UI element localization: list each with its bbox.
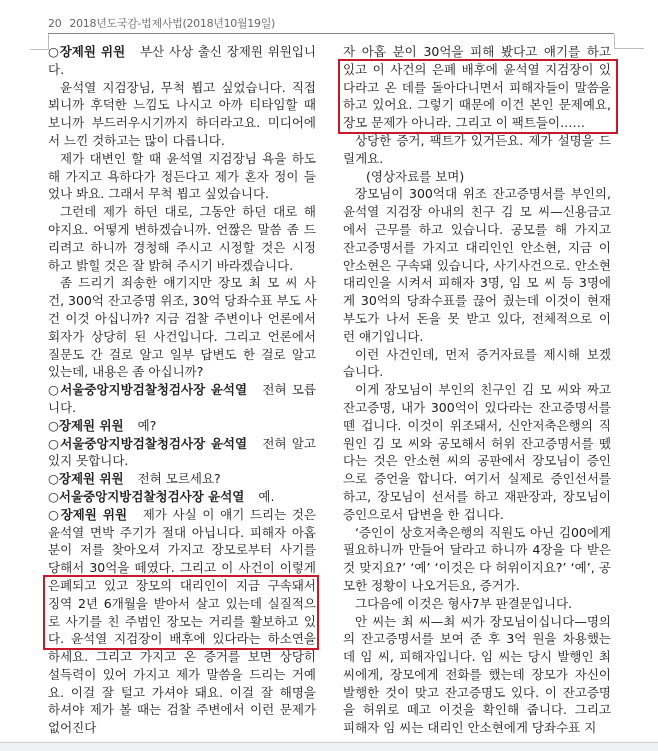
text-line [343, 239, 611, 257]
line-text: 에서 근무를 하고 있습니다. 공모를 해 가지고 [343, 221, 611, 237]
text-line [48, 203, 316, 221]
text-line [343, 168, 611, 186]
text-line [343, 221, 611, 239]
text-line [48, 648, 316, 666]
line-text: 하고, 장모님이 선서를 하고 재판장과, 장모님이 [343, 488, 611, 504]
text-line [343, 292, 611, 310]
line-text: 회자가 상당히 된 사건입니다. 그리고 언론에서 [48, 328, 316, 344]
line-text: 해 가지고 욕하다가 정든다고 제가 혼자 정이 들 [48, 168, 316, 184]
line-text: 건, 300억 잔고증명 위조, 30억 당좌수표 부도 사 [48, 293, 317, 309]
text-line [48, 96, 316, 114]
text-line [343, 719, 611, 737]
header-rule [48, 33, 614, 34]
text-line [48, 310, 316, 328]
text-line [343, 257, 611, 275]
text-line [343, 613, 611, 631]
text-line [343, 132, 611, 150]
speaker-name: ○서울중앙지방검찰청검사장 윤석열 [48, 382, 248, 398]
text-line [343, 79, 611, 97]
line-text: 다. 윤석열 지검장이 배후에 있다라는 하소연을 [48, 631, 316, 647]
line-text: 이런 사건인데, 먼저 증거자료를 제시해 보겠 [355, 346, 611, 362]
text-line [48, 346, 316, 364]
text-line [48, 61, 316, 79]
line-text: 윤석열 지검장님, 무척 뵙고 싶었습니다. 직접 [60, 79, 316, 95]
text-line [48, 79, 316, 97]
text-line [48, 719, 316, 737]
text-line [343, 185, 611, 203]
line-text: 안소현은 구속돼 있습니다, 사기사건으로. 안소현 [343, 257, 611, 273]
text-line [343, 488, 611, 506]
line-text: 건 이것 아십니까? 지금 검찰 주변이나 언론에서 [48, 310, 316, 326]
line-text: 은폐되고 있고 장모의 대리인이 지금 구속돼서 [48, 577, 316, 593]
text-line [343, 43, 611, 61]
line-text: 요. 이걸 잘 털고 가셔야 돼요. 이걸 잘 해명을 [48, 684, 316, 700]
line-text: 습니다. [343, 364, 384, 380]
line-text: 하고 있어요. 그렇기 때문에 이건 본인 문제예요, [343, 97, 611, 113]
text-line [343, 541, 611, 559]
line-text: 다라고 온 데를 돌아다니면서 피해자들이 말씀을 [343, 79, 611, 95]
text-line [48, 541, 316, 559]
line-text: 자 아홉 분이 30억을 피해 봤다고 얘기를 하고 [343, 44, 611, 59]
text-line [48, 595, 316, 613]
line-text: 잔고증명, 내가 300억이 있다라는 잔고증명서를 [343, 399, 611, 415]
line-text: 모한 정황이 나오거든요, 증거가. [343, 577, 520, 593]
text-line [48, 613, 316, 631]
text-line [48, 328, 316, 346]
text-line [343, 648, 611, 666]
line-text: 예. [258, 488, 275, 504]
line-text: 데 임 씨, 피해자입니다. 임 씨는 당시 발행인 최 [343, 649, 611, 665]
text-line [343, 61, 611, 79]
line-text: 보니까 부드러우시기까지 하더라고요. 미디어에 [48, 115, 316, 131]
line-text: 하고 밝힐 것은 잘 밝혀 주시기 바라겠습니다. [48, 257, 294, 273]
speaker-name: ○서울중앙지방검찰청검사장 윤석열 [48, 435, 248, 451]
text-line [48, 274, 316, 292]
line-text: 씨에게, 장모에게 전화를 했는데 장모가 자신이 [343, 666, 611, 682]
text-line [48, 630, 316, 648]
speaker-name: ○장제원 위원 [48, 506, 128, 522]
text-line [343, 559, 611, 577]
line-text: 당해서 30억을 떼였다. 그리고 이 사건이 이렇게 [48, 560, 316, 576]
text-line [48, 399, 316, 417]
line-text: 피해자 임 씨는 대리인 안소현에게 당좌수표 지 [343, 720, 597, 736]
line-text: 장모 문제가 아니라. 그리고 이 팩트들이…… [343, 115, 586, 131]
page-header [48, 15, 275, 31]
text-line [343, 363, 611, 381]
line-text: 을 허위로 떼고 이것을 확인해 줍니다. 그리고 [343, 702, 611, 718]
text-line [343, 595, 611, 613]
line-text: 잔고증명서를 가지고 대리인인 안소현, 지금 이 [343, 239, 611, 255]
line-text: 릴게요. [343, 150, 384, 166]
text-line [343, 630, 611, 648]
text-line [343, 399, 611, 417]
text-line [343, 506, 611, 524]
line-text: 설득력이 있어 가지고 제가 말씀을 드리는 거예 [48, 666, 316, 682]
text-line [48, 221, 316, 239]
text-line [48, 684, 316, 702]
line-text: 그런데 제가 하던 대로, 그동안 하던 대로 해 [60, 204, 316, 220]
line-text: 대리인을 시켜서 피해자 3명, 임 모 씨 등 3명에 [343, 275, 611, 291]
line-text: 으로 증언을 합니다. 여기서 실제로 증인선서를 [343, 471, 611, 487]
line-text: 서 느낀 것하고는 많이 다릅니다. [48, 132, 225, 148]
line-text: 없어진다 [48, 720, 97, 736]
line-text: 좀 드리기 죄송한 얘기지만 장모 최 모 씨 사 [60, 275, 316, 291]
line-text: 윤석열 면박 주기가 절대 아닙니다. 피해자 아홉 [48, 524, 316, 540]
text-line [48, 506, 316, 524]
line-text: 부산 사상 출신 장제원 위원입니 [139, 44, 316, 59]
line-text: 하세요. 그리고 가지고 온 증거를 보면 상당히 [48, 649, 316, 665]
text-line [48, 363, 316, 381]
line-text: 다. [48, 61, 65, 77]
text-line [48, 239, 316, 257]
text-line [48, 114, 316, 132]
left-column [48, 43, 316, 737]
line-text: 게 30억의 당좌수표를 끊어 줬는데 이것이 현재 [343, 293, 611, 309]
text-line [48, 452, 316, 470]
page-corner-mark [30, 49, 48, 50]
text-line [343, 381, 611, 399]
line-text: 장모님이 300억대 위조 잔고증명서를 부인의, [355, 186, 611, 202]
text-line [48, 168, 316, 186]
line-text: 예? [137, 417, 157, 433]
text-line [343, 203, 611, 221]
line-text: 뵈니까 후덕한 느낌도 나시고 아까 티타임할 때 [48, 97, 316, 113]
text-line [48, 577, 316, 595]
text-line [48, 488, 316, 506]
line-text: 안 씨는 최 씨—최 씨가 장모님이십니다—명의 [355, 613, 611, 629]
text-line [343, 96, 611, 114]
text-line [48, 435, 316, 453]
line-text: 었나 봐요. 그래서 무척 뵙고 싶었습니다. [48, 186, 270, 202]
text-line [48, 257, 316, 275]
text-line [48, 43, 316, 61]
line-text: 원인 김 모 씨와 공모해서 허위 잔고증명서를 뗐 [343, 435, 611, 451]
page-number: 20 [48, 17, 62, 30]
text-line [343, 470, 611, 488]
page-corner-mark [614, 34, 615, 48]
text-line [343, 417, 611, 435]
line-text: 야지요. 어떻게 변하겠습니까. 언짢은 말씀 좀 드 [48, 221, 316, 237]
line-text: 징역 2년 6개월을 받아서 살고 있는데 실질적으 [48, 595, 316, 611]
text-line [48, 150, 316, 168]
line-text: 전혀 모릅 [262, 382, 316, 398]
line-text: ‘증인이 상호저축은행의 직원도 아닌 김00에게 [355, 524, 611, 540]
text-line [343, 150, 611, 168]
text-line [343, 114, 611, 132]
text-line [343, 701, 611, 719]
line-text: 분이 저를 찾아오셔 가지고 장모로부터 사기를 [48, 542, 316, 558]
text-line [343, 577, 611, 595]
line-text: 윤석열 지검장 아내의 친구 김 모 씨—신용금고 [343, 204, 611, 220]
line-text: 있지 못합니다. [48, 453, 129, 469]
text-line [343, 328, 611, 346]
text-line [343, 310, 611, 328]
line-text: 로 사기를 친 주범인 장모는 거리를 활보하고 있 [48, 613, 316, 629]
line-text: 발행한 것이 맞고 잔고증명도 있다. 이 잔고증명 [343, 684, 611, 700]
line-text: 제가 사실 이 얘기 드리는 것은 [142, 506, 316, 522]
text-line [48, 666, 316, 684]
line-text: 뗀 겁니다. 이것이 위조돼서, 신안저축은행의 직 [343, 417, 611, 433]
line-text: 상당한 증거, 팩트가 있거든요. 제가 설명을 드 [355, 132, 611, 148]
line-text: 의 잔고증명서를 보여 준 후 3억 원을 차용했는 [343, 631, 611, 647]
text-line [48, 524, 316, 542]
line-text: 있는데, 내용은 좀 아십니까? [48, 364, 204, 380]
text-line [343, 346, 611, 364]
text-line [343, 666, 611, 684]
document-title: 2018년도국감-법제사법(2018년10월19일) [69, 17, 276, 30]
speaker-name: ○장제원 위원 [48, 44, 126, 59]
text-line [48, 417, 316, 435]
line-text: 부도가 나서 돈을 못 받고 있다, 전체적으로 이 [343, 310, 611, 326]
text-line [48, 559, 316, 577]
text-line [343, 435, 611, 453]
line-text: 리려고 하니까 경청해 주시고 시정할 것은 시정 [48, 239, 316, 255]
speaker-name: ○장제원 위원 [48, 471, 124, 487]
text-line [343, 524, 611, 542]
speaker-name: ○장제원 위원 [48, 417, 124, 433]
line-text: 전혀 알고 [262, 435, 316, 451]
text-line [48, 185, 316, 203]
line-text: 이게 장모님이 부인의 친구인 김 모 씨와 짜고 [355, 382, 611, 398]
line-text: 다는 것은 안소현 씨의 공판에서 장모님이 증인 [343, 453, 611, 469]
line-text: 전혀 모르세요? [137, 471, 221, 487]
text-line [48, 292, 316, 310]
line-text: 증인으로서 답변을 한 겁니다. [343, 506, 504, 522]
line-text: 있고 이 사건의 은폐 배후에 윤석열 지검장이 있 [343, 61, 611, 77]
line-text: 질문도 간 걸로 알고 일부 답변도 한 걸로 알고 [48, 346, 316, 362]
line-text: 그다음에 이것은 형사7부 판결문입니다. [355, 595, 573, 611]
line-text: 니다. [48, 399, 77, 415]
text-line [48, 470, 316, 488]
page-corner-mark [614, 48, 644, 49]
text-line [343, 274, 611, 292]
right-column [343, 43, 611, 737]
line-text: 하셔야 제가 볼 때는 검찰 주변에서 이런 문제가 [48, 702, 316, 718]
text-line [343, 684, 611, 702]
text-line [343, 452, 611, 470]
line-text: 것 맞지요?’ ‘예’ ‘이것은 다 허위이지요?’ ‘예’, 공 [343, 560, 611, 576]
text-line [48, 701, 316, 719]
text-line [48, 381, 316, 399]
speaker-name: ○서울중앙지방검찰청검사장 윤석열 [48, 488, 245, 504]
line-text: 필요하니까 만들어 달라고 하니까 4장을 다 받은 [343, 542, 611, 558]
line-text: 제가 대변인 할 때 윤석열 지검장님 욕을 하도 [60, 150, 316, 166]
line-text: 런 얘기입니다. [343, 328, 424, 344]
line-text: (영상자료를 보며) [366, 168, 465, 184]
text-line [48, 132, 316, 150]
